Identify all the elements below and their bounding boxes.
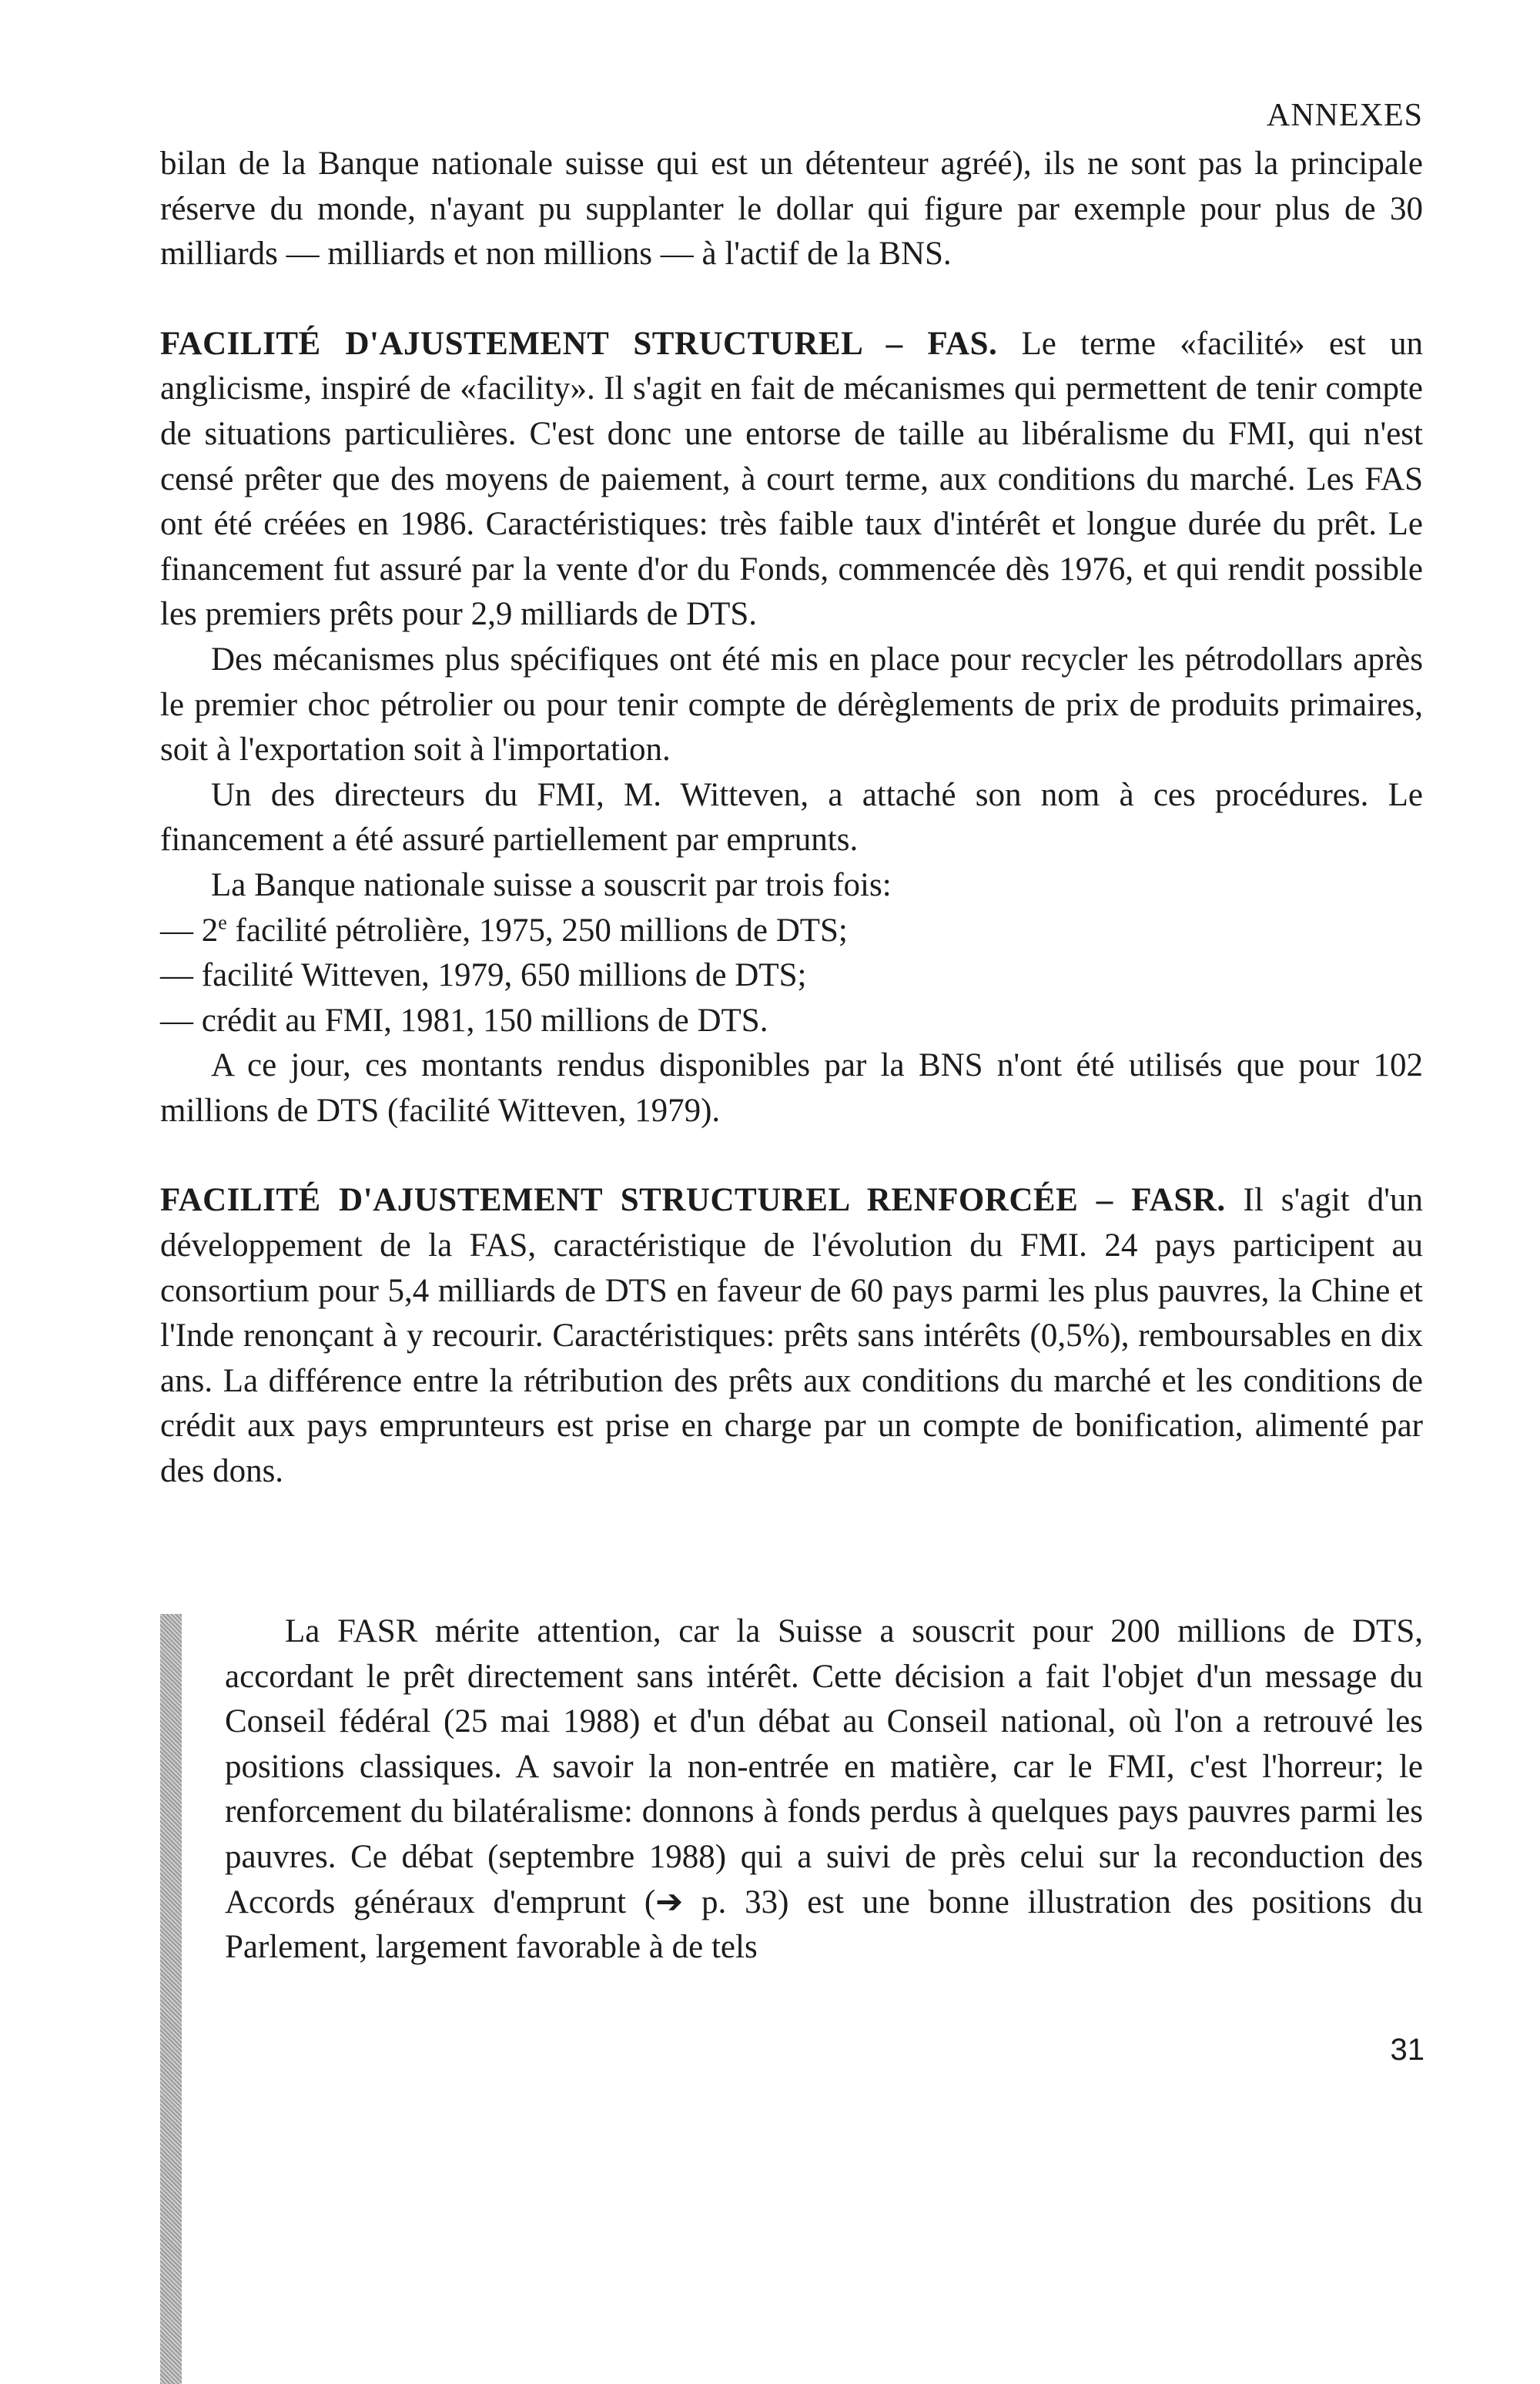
page-number: 31 bbox=[1390, 2033, 1424, 2067]
fas-entry bbox=[160, 322, 1423, 638]
main-text bbox=[160, 142, 1423, 1495]
intro-paragraph: bilan de la Banque nationale suisse qui est un détenteur agréé), ils ne sont pas la principale réserve du monde, n'ayant pu supplanter le dollar qui figure par exemple pour plus de 30 milliards — milliards et non millions — à l'actif de la BNS. bbox=[160, 146, 1423, 273]
running-head: ANNEXES bbox=[1267, 98, 1423, 133]
paragraph-gap bbox=[160, 277, 1423, 322]
paragraph-gap bbox=[160, 1133, 1423, 1178]
list-item: — 2e facilité pétrolière, 1975, 250 millions de DTS; bbox=[160, 911, 848, 949]
list-item: — facilité Witteven, 1979, 650 millions de DTS; bbox=[160, 957, 807, 994]
fas-paragraph-3: Un des directeurs du FMI, M. Witteven, a attaché son nom à ces procédures. Le financement a été assuré partiellement par emprunts. bbox=[160, 776, 1423, 859]
fas-term: FACILITÉ D'AJUSTEMENT STRUCTUREL – FAS. bbox=[160, 325, 998, 362]
fas-paragraph-4: La Banque nationale suisse a souscrit par trois fois: bbox=[211, 866, 892, 903]
commentary-paragraph: La FASR mérite attention, car la Suisse a souscrit pour 200 millions de DTS, accordant le prêt directement sans intérêt. Cette décision a fait l'objet d'un message du Conseil fédéral (25 mai 1988) et d'un débat au Conseil national, où l'on a retrouvé les positions classiques. A savoir la non-entrée en matière, car le FMI, c'est l'horreur; le renforcement du bilatéralisme: donnons à fonds perdus à quelques pays pauvres parmi les pauvres. Ce débat (septembre 1988) qui a suivi de près celui sur la reconduction des Accords généraux d'emprunt (➔ p. 33) est une bonne illustration des positions du Parlement, largement favorable à de tels bbox=[225, 1613, 1423, 1966]
fas-definition: Le terme «facilité» est un anglicisme, inspiré de «facility». Il s'agit en fait de mécanismes qui permettent de tenir compte de situations particulières. C'est donc une entorse de taille au libéralisme du FMI, qui n'est censé prêter que des moyens de paiement, à court terme, aux conditions du marché. Les FAS ont été créées en 1986. Caractéristiques: très faible taux d'intérêt et longue durée du prêt. Le financement fut assuré par la vente d'or du Fonds, commencée dès 1976, et qui rendit possible les premiers prêts pour 2,9 milliards de DTS. bbox=[160, 325, 1423, 633]
fasr-definition: Il s'agit d'un développement de la FAS, caractéristique de l'évolution du FMI. 24 pays participent au consortium pour 5,4 milliards de DTS en faveur de 60 pays parmi les plus pauvres, la Chine et l'Inde renonçant à y recourir. Caractéristiques: prêts sans intérêts (0,5%), remboursables en dix ans. La différence entre la rétribution des prêts aux conditions du marché et les conditions de crédit aux pays emprunteurs est prise en charge par un compte de bonification, alimenté par des dons. bbox=[160, 1182, 1423, 1490]
fasr-term: FACILITÉ D'AJUSTEMENT STRUCTUREL RENFORCÉE – FASR. bbox=[160, 1182, 1226, 1219]
fas-paragraph-2: Des mécanismes plus spécifiques ont été mis en place pour recycler les pétrodollars après le premier choc pétrolier ou pour tenir compte de dérèglements de prix de produits primaires, soit à l'exportation soit à l'importation. bbox=[160, 641, 1423, 768]
list-item: — crédit au FMI, 1981, 150 millions de DTS. bbox=[160, 1002, 768, 1039]
commentary-text bbox=[225, 1609, 1423, 1970]
shaded-margin-bar bbox=[160, 1614, 182, 2384]
fas-paragraph-5: A ce jour, ces montants rendus disponibles par la BNS n'ont été utilisés que pour 102 millions de DTS (facilité Witteven, 1979). bbox=[160, 1047, 1423, 1129]
fasr-entry bbox=[160, 1178, 1423, 1494]
